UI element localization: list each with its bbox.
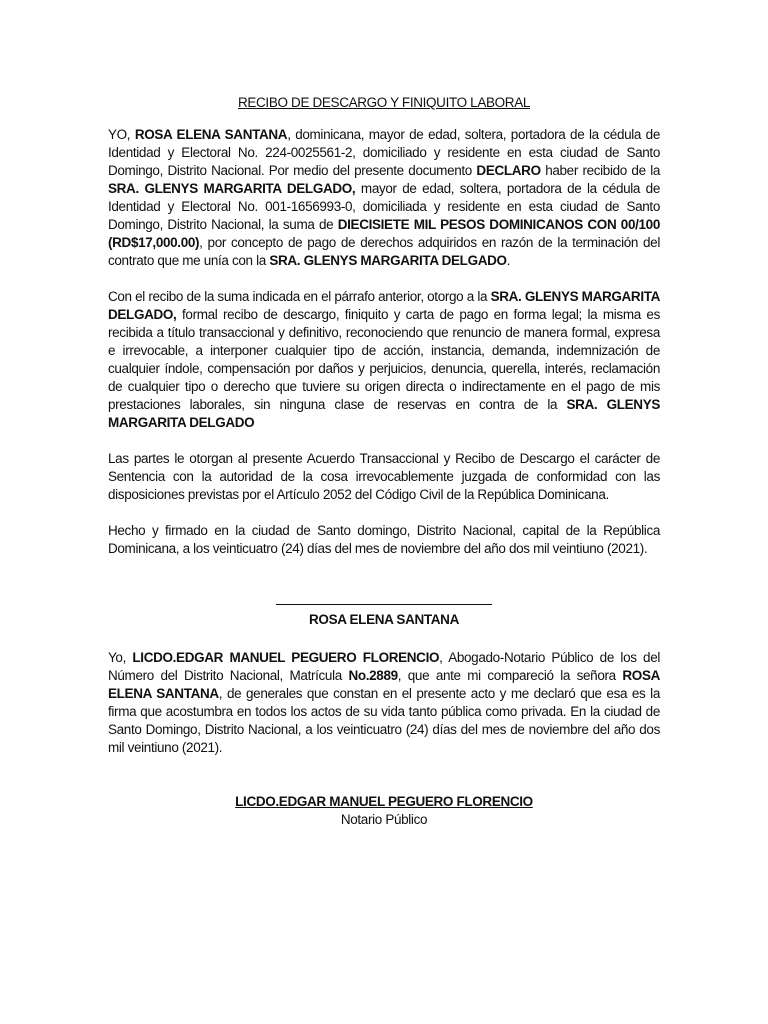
document-title: RECIBO DE DESCARGO Y FINIQUITO LABORAL: [237, 95, 531, 110]
name-rosa: ROSA ELENA SANTANA: [134, 127, 288, 142]
paragraph-signed: Hecho y firmado en la ciudad de Santo domingo, Distrito Nacional, capital de la República Dominicana, a los veinticuatro (24) días del mes de noviembre del año dos mil veintiuno (2021).: [108, 523, 660, 556]
paragraph-declaration: YO, ROSA ELENA SANTANA, dominicana, mayor de edad, soltera, portadora de la cédula de Identidad y Electoral No. 224-0025561-2, domiciliado y residente en esta ciudad de Santo Domingo, Distrito Nacional. Por medio del presente documento DECLARO haber recibido de la SRA. GLENYS MARGARITA DELGADO, mayor de edad, soltera, portadora de la cédula de Identidad y Electoral No. 001-1656993-0, domiciliada y residente en esta ciudad de Santo Domingo, Distrito Nacional, la suma de DIECISIETE MIL PESOS DOMINICANOS CON 00/100 (RD$17,000.00), por concepto de pago de derechos adquiridos en razón de la terminación del contrato que me unía con la SRA. GLENYS MARGARITA DELGADO.: [108, 127, 661, 268]
signature-name: ROSA ELENA SANTANA: [309, 612, 459, 627]
name-glenys: SRA. GLENYS MARGARITA DELGADO: [269, 253, 507, 268]
notary-name-inline: LICDO.EDGAR MANUEL PEGUERO FLORENCIO: [132, 650, 440, 665]
name-rosa: ROSA ELENA SANTANA: [108, 668, 660, 701]
paragraph-notary: Yo, LICDO.EDGAR MANUEL PEGUERO FLORENCIO, Abogado-Notario Público de los del Número del Distrito Nacional, Matrícula No.2889, que ante mi compareció la señora ROSA ELENA SANTANA, de generales que constan en el presente acto y me declaró que esa es la firma que acostumbra en todos los actos de su vida tanto pública como privada. En la ciudad de Santo Domingo, Distrito Nacional, a los veinticuatro (24) días del mes de noviembre del año dos mil veintiuno (2021).: [108, 650, 661, 755]
signature-line: [276, 592, 492, 605]
paragraph-release: Con el recibo de la suma indicada en el párrafo anterior, otorgo a la SRA. GLENYS MARGARITA DELGADO, formal recibo de descargo, finiquito y carta de pago en forma legal; la misma es recibida a título transaccional y definitivo, reconociendo que renuncio de manera formal, expresa e irrevocable, a interponer cualquier tipo de acción, instancia, demanda, indemnización de cualquier índole, compensación por daños y perjuicios, denuncia, querella, interés, reclamación de cualquier tipo o derecho que tuviere su origen directa o indirectamente en el pago de mis prestaciones laborales, sin ninguna clase de reservas en contra de la SRA. GLENYS MARGARITA DELGADO: [108, 289, 661, 430]
notary-title: Notario Público: [340, 812, 428, 827]
notary-signature-block: [108, 793, 660, 829]
document-page: [108, 94, 660, 829]
name-glenys: SRA. GLENYS MARGARITA DELGADO: [108, 397, 661, 430]
registration-number: No.2889: [348, 668, 398, 683]
notary-name: LICDO.EDGAR MANUEL PEGUERO FLORENCIO: [235, 794, 533, 809]
paragraph-agreement: Las partes le otorgan al presente Acuerdo Transaccional y Recibo de Descargo el carácter de Sentencia con la autoridad de la cosa irrevocablemente juzgada de conformidad con las disposiciones previstas por el Artículo 2052 del Código Civil de la República Dominicana.: [108, 451, 660, 502]
declaro: DECLARO: [476, 163, 541, 178]
name-glenys: SRA. GLENYS MARGARITA DELGADO,: [108, 181, 356, 196]
amount: DIECISIETE MIL PESOS DOMINICANOS CON 00/100 (RD$17,000.00): [108, 217, 660, 250]
name-glenys: SRA. GLENYS MARGARITA DELGADO,: [108, 289, 661, 322]
